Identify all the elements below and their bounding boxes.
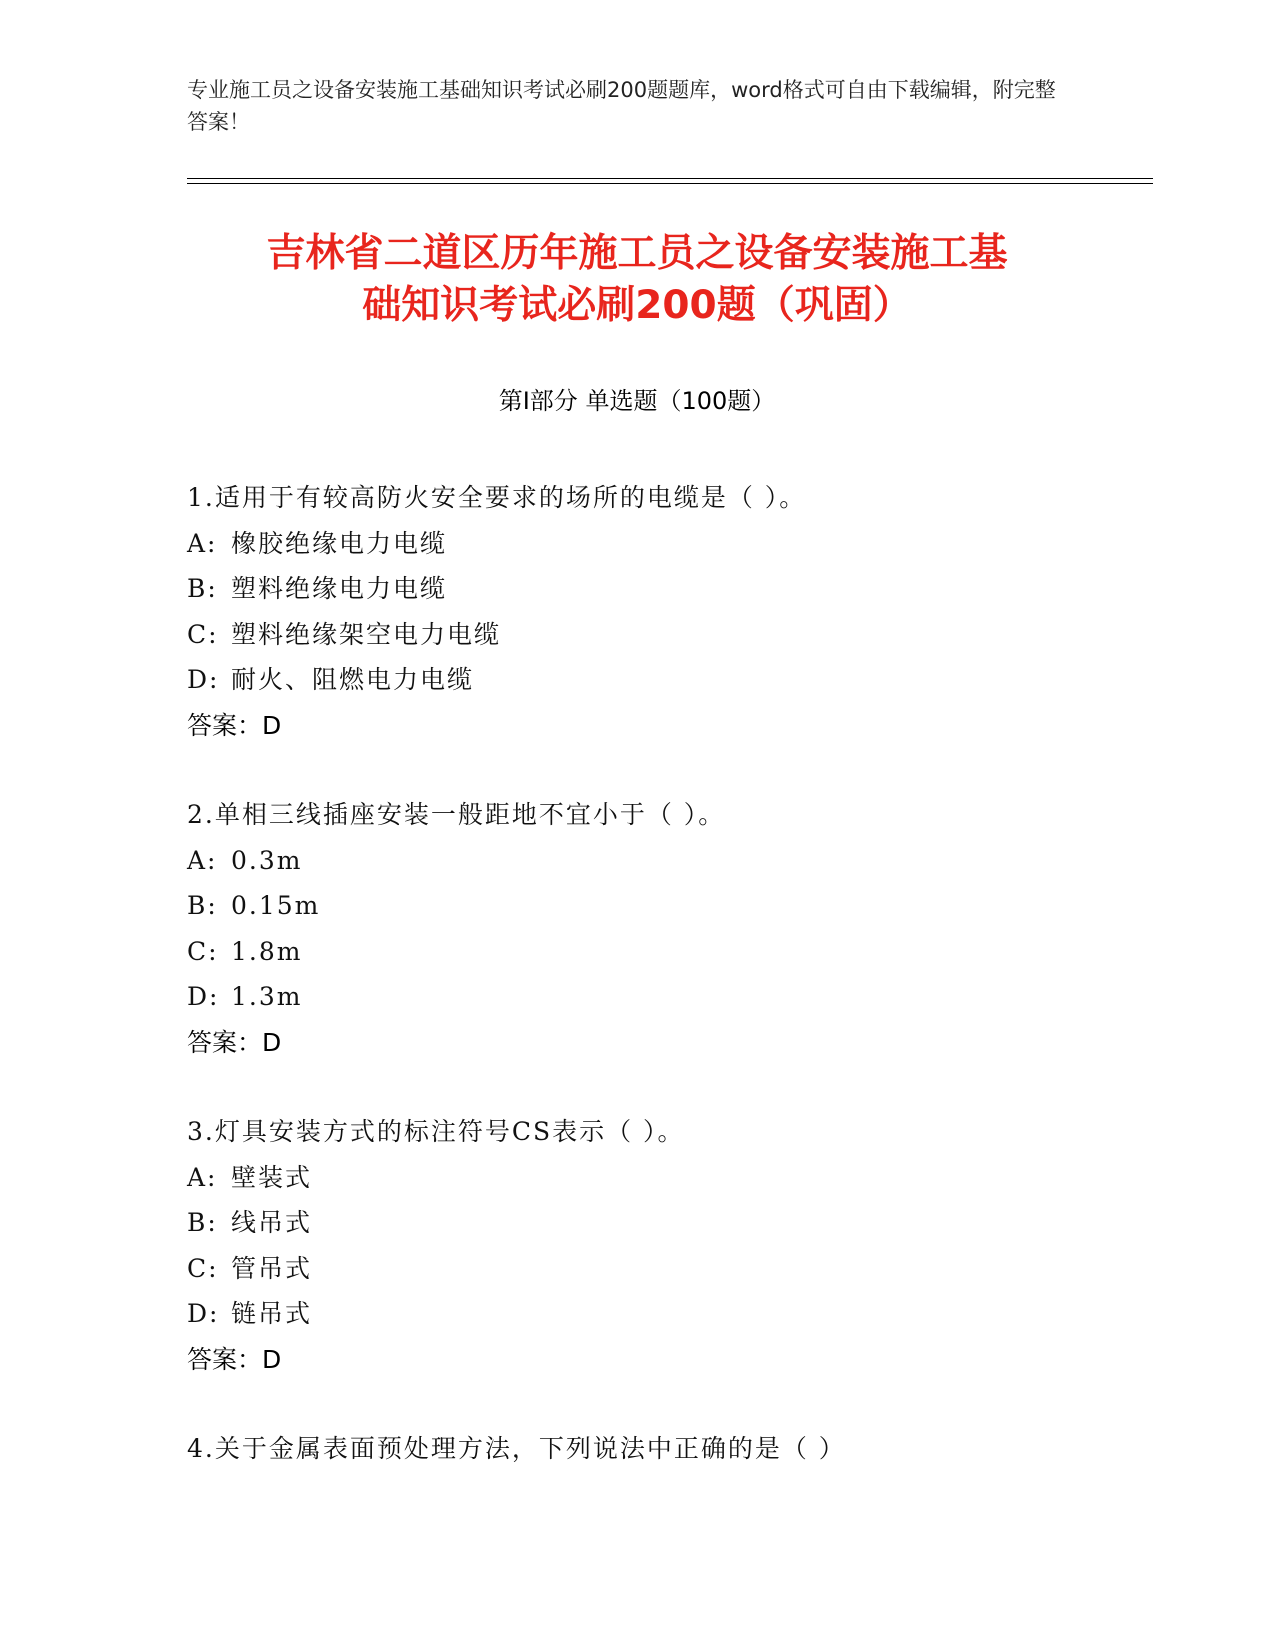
- section-title: 第I部分 单选题（100题）: [498, 387, 776, 415]
- header-note: 专业施工员之设备安装施工基础知识考试必刷200题题库，word格式可自由下载编辑，附完整答案！: [187, 78, 1056, 134]
- option-c: [187, 929, 1147, 975]
- option-d: [187, 974, 1147, 1020]
- question-stem: 4.关于金属表面预处理方法，下列说法中正确的是（ ）: [187, 1434, 846, 1463]
- answer: 答案：D: [187, 710, 282, 740]
- option-label: C:: [187, 936, 219, 966]
- option-text: 链吊式: [231, 1299, 313, 1328]
- question-stem: 1.适用于有较高防火安全要求的场所的电缆是（ ）。: [187, 483, 807, 512]
- option-text: 1.8m: [231, 936, 303, 966]
- header-rule-bottom: [187, 183, 1153, 184]
- question-list: [187, 475, 1147, 1516]
- option-text: 0.15m: [231, 891, 321, 920]
- option-b: [187, 883, 1147, 929]
- option-label: D:: [187, 982, 220, 1011]
- option-c: [187, 1246, 1147, 1292]
- answer: 答案：D: [187, 1027, 282, 1057]
- option-b: [187, 1200, 1147, 1246]
- option-a: [187, 838, 1147, 884]
- option-text: 塑料绝缘电力电缆: [231, 574, 448, 603]
- option-label: B:: [187, 891, 218, 920]
- option-label: B:: [187, 574, 218, 603]
- option-text: 0.3m: [231, 845, 303, 875]
- option-label: C:: [187, 619, 219, 649]
- option-a: [187, 521, 1147, 567]
- question-stem: 2.单相三线插座安装一般距地不宜小于（ ）。: [187, 800, 726, 829]
- option-label: A:: [187, 528, 218, 558]
- option-label: A:: [187, 845, 218, 875]
- option-d: [187, 1291, 1147, 1337]
- option-label: B:: [187, 1208, 218, 1237]
- option-text: 耐火、阻燃电力电缆: [231, 665, 475, 694]
- question-4: [187, 1426, 1147, 1472]
- question-2: [187, 792, 1147, 1065]
- option-label: D:: [187, 665, 220, 694]
- document-title: [187, 228, 1087, 332]
- answer: 答案：D: [187, 1344, 282, 1374]
- option-text: 管吊式: [231, 1253, 313, 1283]
- header-rule-top: [187, 178, 1153, 179]
- option-d: [187, 657, 1147, 703]
- option-c: [187, 612, 1147, 658]
- option-text: 橡胶绝缘电力电缆: [231, 528, 448, 558]
- option-text: 壁装式: [231, 1162, 313, 1192]
- option-a: [187, 1155, 1147, 1201]
- title-line-2: 础知识考试必刷200题（巩固）: [362, 283, 912, 328]
- option-label: D:: [187, 1299, 220, 1328]
- question-1: [187, 475, 1147, 748]
- option-label: C:: [187, 1253, 219, 1283]
- option-text: 塑料绝缘架空电力电缆: [231, 619, 502, 649]
- question-stem: 3.灯具安装方式的标注符号CS表示（ ）。: [187, 1117, 685, 1146]
- option-text: 线吊式: [231, 1208, 313, 1237]
- title-line-1: 吉林省二道区历年施工员之设备安装施工基: [266, 231, 1008, 276]
- question-3: [187, 1109, 1147, 1382]
- option-text: 1.3m: [231, 982, 303, 1011]
- option-label: A:: [187, 1162, 218, 1192]
- option-b: [187, 566, 1147, 612]
